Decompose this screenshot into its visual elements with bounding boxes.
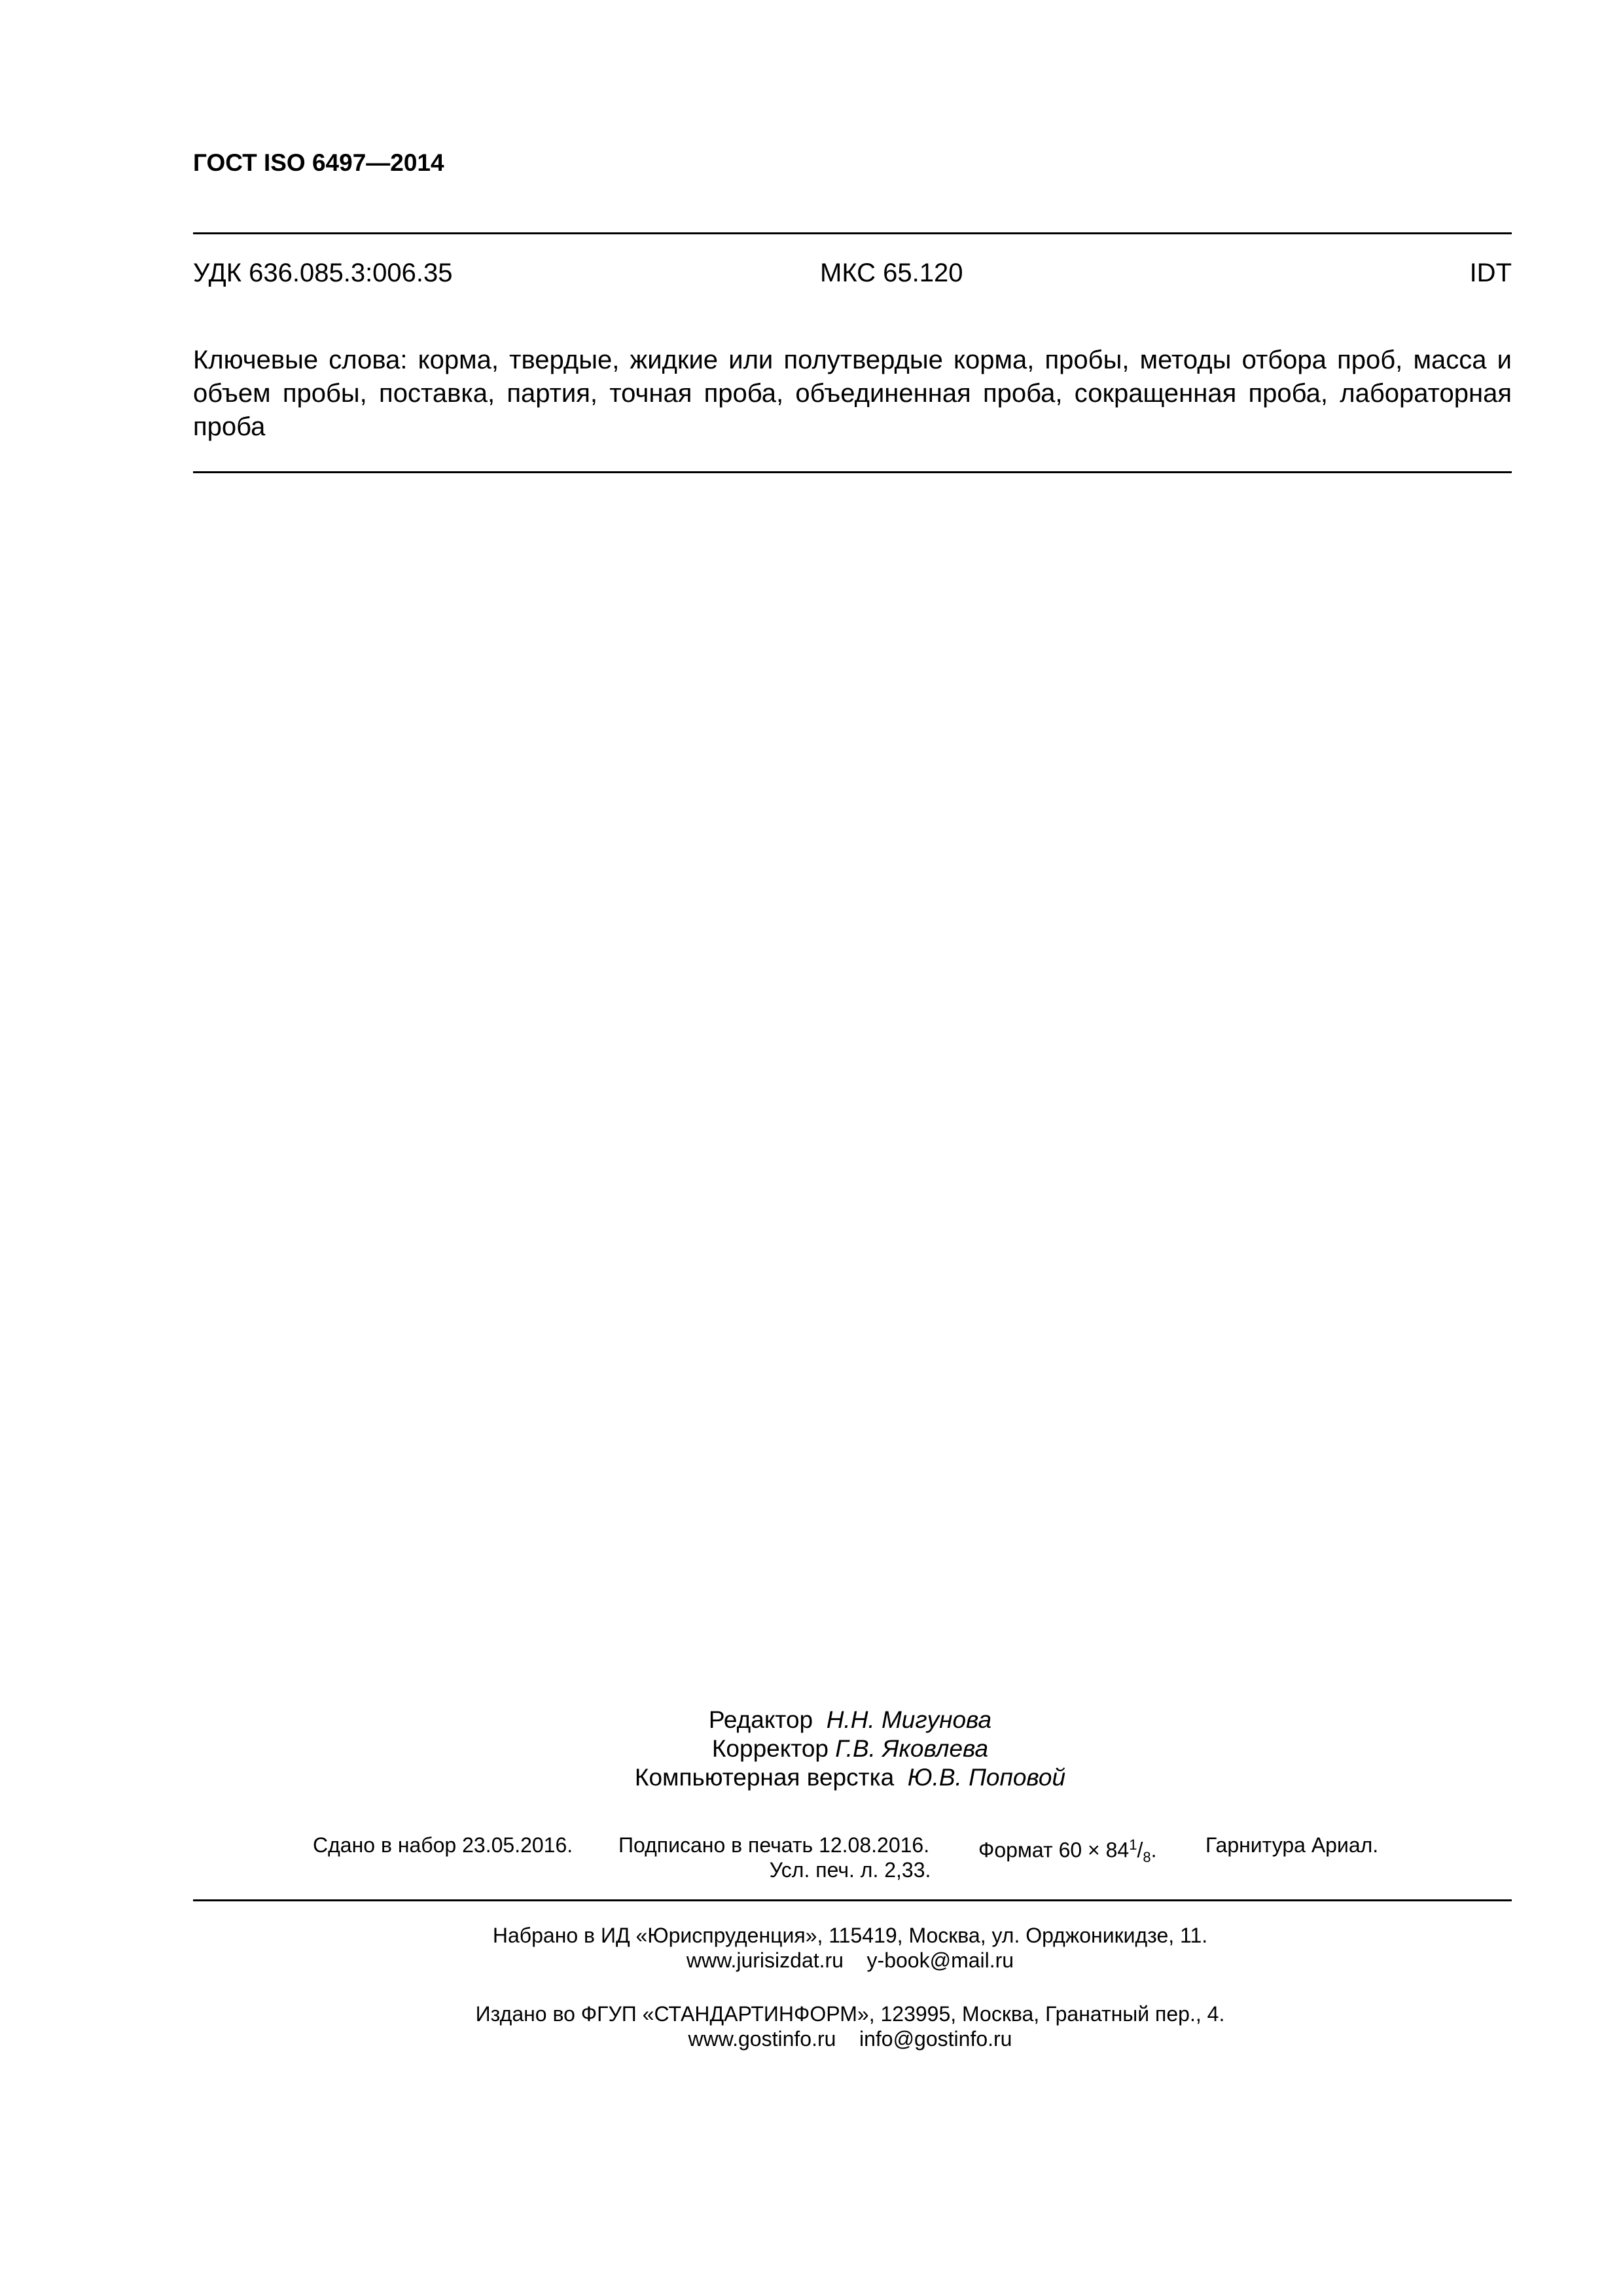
format-prefix: Формат 60 × 84 [978, 1838, 1130, 1862]
corrector-line [0, 1734, 1623, 1763]
layout-role: Компьютерная верстка [634, 1764, 895, 1791]
udk-code: УДК 636.085.3:006.35 [193, 259, 453, 287]
typeface: Гарнитура Ариал. [1205, 1833, 1379, 1857]
format-suffix: . [1150, 1838, 1157, 1862]
layout-line [0, 1763, 1623, 1792]
standard-code: ГОСТ ISO 6497—2014 [193, 149, 444, 176]
editor-line [0, 1706, 1623, 1734]
format-denominator: 8 [1143, 1849, 1151, 1866]
editor-name: Н.Н. Мигунова [826, 1706, 992, 1733]
publisher-email[interactable]: info@gostinfo.ru [859, 2027, 1012, 2051]
publisher-contacts [0, 2026, 1623, 2051]
typeset-email[interactable]: y-book@mail.ru [866, 1948, 1014, 1972]
format-numerator: 1 [1129, 1837, 1137, 1853]
typeset-contacts [0, 1948, 1623, 1973]
publisher-line: Издано во ФГУП «СТАНДАРТИНФОРМ», 123995, Москва, Гранатный пер., 4. [475, 2002, 1225, 2026]
keywords-rule [193, 471, 1512, 473]
corrector-role: Корректор [711, 1735, 829, 1762]
printed-sheets: Усл. печ. л. 2,33. [769, 1858, 931, 1882]
publisher-website[interactable]: www.gostinfo.ru [688, 2027, 836, 2051]
imprint-rule [193, 1899, 1512, 1901]
editor-role: Редактор [708, 1706, 813, 1733]
mks-code: МКС 65.120 [820, 259, 963, 287]
submitted-date: Сдано в набор 23.05.2016. [313, 1833, 573, 1857]
typeset-line: Набрано в ИД «Юриспруденция», 115419, Москва, ул. Орджоникидзе, 11. [492, 1924, 1208, 1947]
corrector-name: Г.В. Яковлева [835, 1735, 989, 1762]
keywords-paragraph: Ключевые слова: корма, твердые, жидкие или полутвердые корма, пробы, методы отбора проб, масса и объем пробы, поставка, партия, точная проба, объединенная проба, сокращенная проба, лабораторная проба [193, 346, 1512, 441]
layout-name: Ю.В. Поповой [907, 1764, 1066, 1791]
signed-date: Подписано в печать 12.08.2016. [618, 1833, 930, 1857]
format-slash: / [1137, 1838, 1143, 1862]
top-rule [193, 232, 1512, 234]
typeset-website[interactable]: www.jurisizdat.ru [686, 1948, 844, 1972]
degree-of-correspondence: IDT [1469, 259, 1512, 287]
